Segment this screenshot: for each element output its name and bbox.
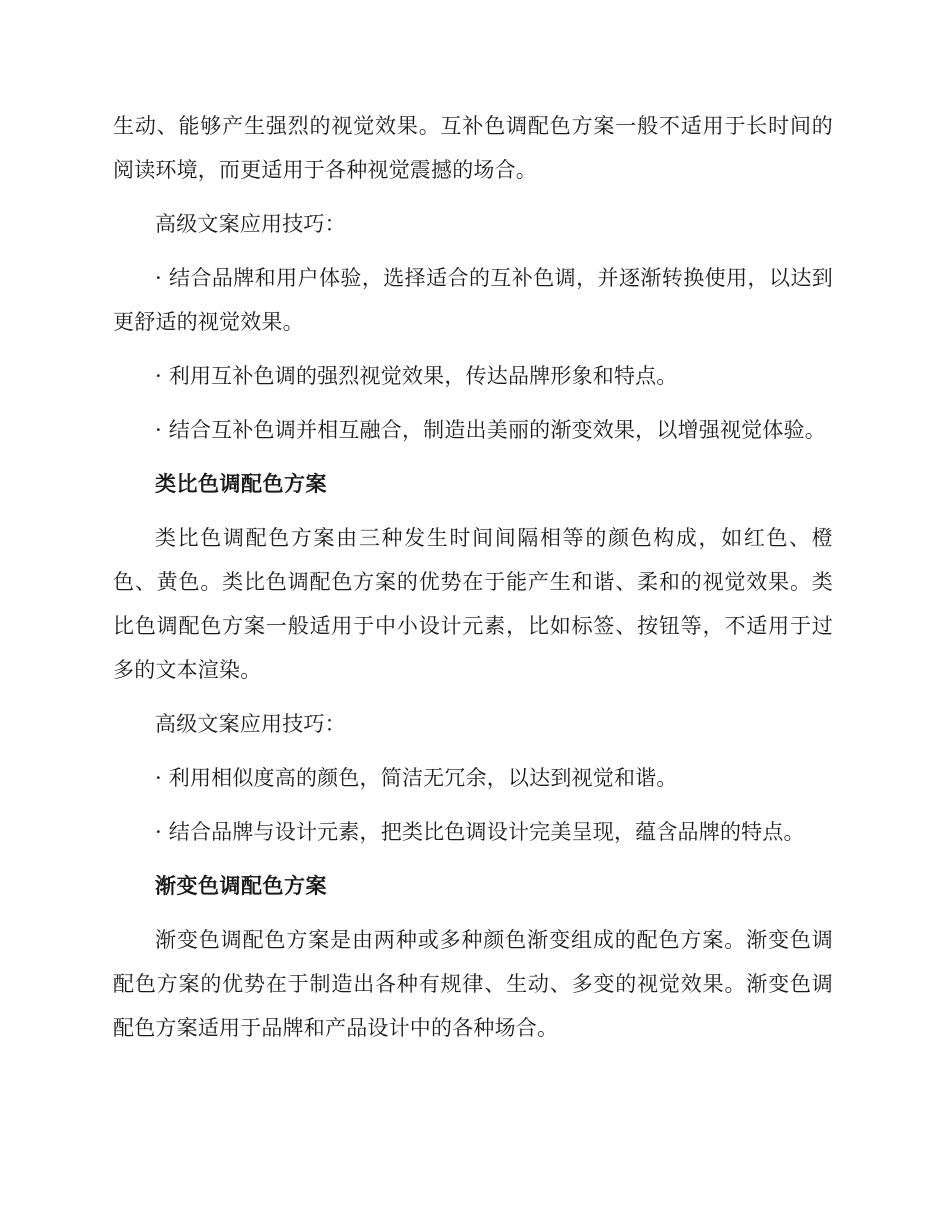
bullet-tip-3: · 结合互补色调并相互融合，制造出美丽的渐变效果，以增强视觉体验。 xyxy=(155,418,826,442)
paragraph-complementary-continued: 生动、能够产生强烈的视觉效果。互补色调配色方案一般不适用于长时间的阅读环境，而更适用于各种视觉震撼的场合。 xyxy=(113,114,833,182)
section-heading-gradient: 渐变色调配色方案 xyxy=(155,874,327,898)
bullet-tip-1: · 结合品牌和用户体验，选择适合的互补色调，并逐渐转换使用，以达到更舒适的视觉效果。 xyxy=(113,266,833,334)
document-page xyxy=(113,104,833,1050)
paragraph-gradient: 渐变色调配色方案是由两种或多种颜色渐变组成的配色方案。渐变色调配色方案的优势在于制造出各种有规律、生动、多变的视觉效果。渐变色调配色方案适用于品牌和产品设计中的各种场合。 xyxy=(113,928,833,1040)
bullet-tip-4: · 利用相似度高的颜色，简洁无冗余，以达到视觉和谐。 xyxy=(155,766,678,790)
section-heading-analogous: 类比色调配色方案 xyxy=(155,472,327,496)
paragraph-tips-heading-2: 高级文案应用技巧： xyxy=(155,712,346,736)
bullet-tip-5: · 结合品牌与设计元素，把类比色调设计完美呈现，蕴含品牌的特点。 xyxy=(155,820,805,844)
bullet-tip-2: · 利用互补色调的强烈视觉效果，传达品牌形象和特点。 xyxy=(155,364,678,388)
paragraph-analogous: 类比色调配色方案由三种发生时间间隔相等的颜色构成，如红色、橙色、黄色。类比色调配色方案的优势在于能产生和谐、柔和的视觉效果。类比色调配色方案一般适用于中小设计元素，比如标签、按钮等，不适用于过多的文本渲染。 xyxy=(113,526,833,682)
paragraph-tips-heading: 高级文案应用技巧： xyxy=(155,212,346,236)
